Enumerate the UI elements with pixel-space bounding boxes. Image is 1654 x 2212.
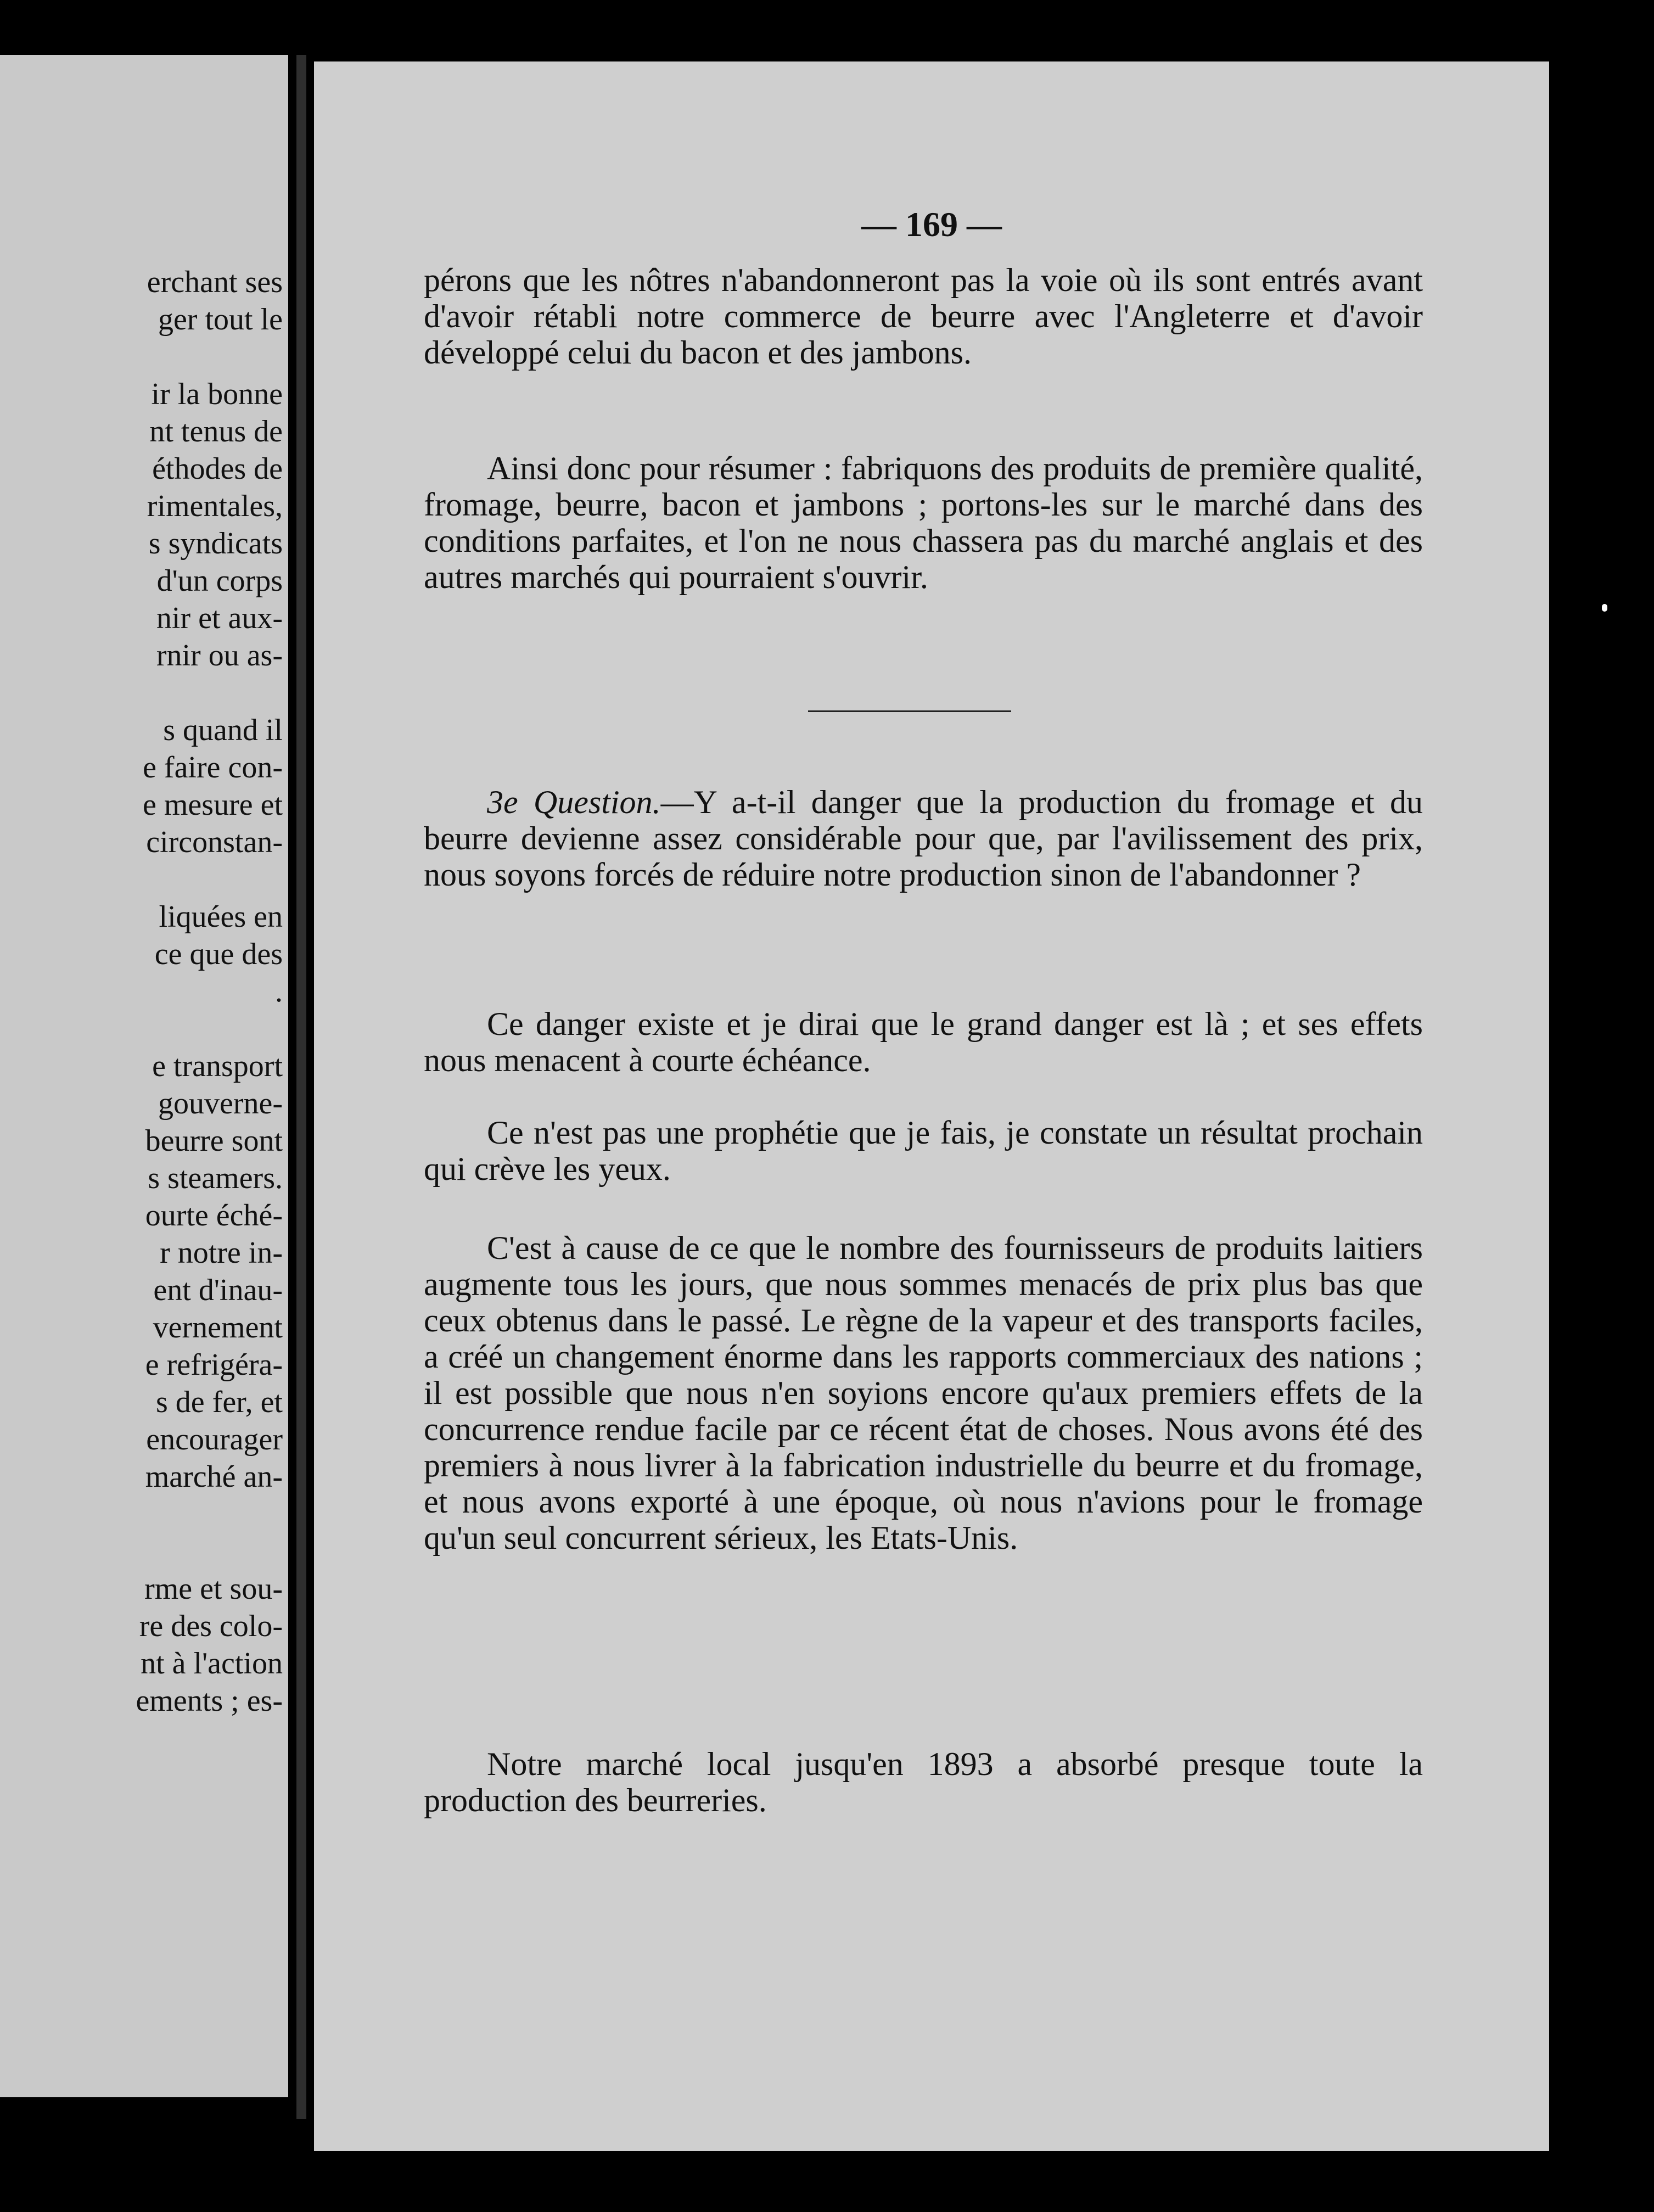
left-page-line [0, 338, 283, 376]
page-number: — 169 — [861, 205, 1002, 244]
left-page-line: ourte éché- [145, 1199, 283, 1233]
left-page-line: rnir ou as- [156, 639, 283, 673]
left-page-line: s de fer, et [156, 1385, 283, 1419]
left-page-line: rimentales, [147, 489, 283, 523]
left-page-text [0, 264, 288, 1720]
left-page [0, 55, 288, 2097]
left-page-line: ger tout le [158, 303, 283, 337]
paragraph-continuation [424, 262, 1423, 371]
left-page-line: r notre in- [160, 1236, 283, 1270]
scan-speck [1602, 604, 1607, 612]
left-page-line [0, 1010, 283, 1048]
left-page-line: s syndicats [148, 527, 283, 561]
left-page-line: beurre sont [145, 1124, 283, 1158]
paragraph-danger [424, 1006, 1423, 1078]
left-page-line: e faire con- [143, 751, 283, 785]
left-page-line: . [275, 975, 283, 1009]
left-page-line: nt à l'action [141, 1647, 283, 1681]
paragraph-local-market [424, 1746, 1423, 1818]
left-page-line: e transport [152, 1049, 283, 1083]
left-page-line: encourager [146, 1423, 283, 1457]
left-page-line: s quand il [163, 713, 283, 747]
left-page-line: e refrigéra- [145, 1348, 283, 1382]
paragraph-prophecy [424, 1115, 1423, 1187]
left-page-line: d'un corps [156, 564, 283, 598]
left-page-line: nt tenus de [149, 415, 283, 449]
left-page-line: rme et sou- [144, 1572, 283, 1606]
left-page-line: re des colo- [139, 1609, 283, 1643]
paragraph-summary [424, 450, 1423, 595]
paragraph-2: Ainsi donc pour résumer : fabriquons des produits de première qualité, fromage, beurre, bacon et jambons ; portons-les sur le marché dans des conditions parfaites, et l'on ne nous chassera pas du marché anglais et des autres marchés qui pourraient s'ouvrir. [424, 450, 1423, 595]
left-page-line: ements ; es- [136, 1684, 283, 1718]
left-page-line: e mesure et [143, 788, 283, 822]
left-page-line: nir et aux- [156, 601, 283, 635]
left-page-line: ce que des [154, 937, 283, 971]
left-page-line [0, 674, 283, 712]
right-page [314, 61, 1549, 2151]
paragraph-5: Ce n'est pas une prophétie que je fais, je constate un résultat prochain qui crève les yeux. [424, 1115, 1423, 1187]
paragraph-4: Ce danger existe et je dirai que le grand danger est là ; et ses effets nous menacent à courte échéance. [424, 1006, 1423, 1078]
paragraph-6: C'est à cause de ce que le nombre des fournisseurs de produits laitiers augmente tous les jours, que nous sommes menacés de prix plus bas que ceux obtenus dans le passé. Le règne de la vapeur et des transports faciles, a créé un changement énorme dans les rapports commerciaux des nations ; il est possible que nous n'en soyions encore qu'aux premiers effets de la concurrence rendue facile par ce récent état de choses. Nous avons été des premiers à nous livrer à la fabrication industrielle du beurre et du fromage, et nous avons exporté à une époque, où nous n'avions pour le fromage qu'un seul concurrent sérieux, les Etats-Unis. [424, 1230, 1423, 1556]
paragraph-7: Notre marché local jusqu'en 1893 a absorbé presque toute la production des beurreries. [424, 1746, 1423, 1818]
left-page-line: marché an- [145, 1460, 283, 1494]
spine-shadow [296, 55, 306, 2119]
left-page-line [0, 1533, 283, 1570]
paragraph-1: pérons que les nôtres n'abandonneront pas la voie où ils sont entrés avant d'avoir rétabli notre commerce de beurre avec l'Angleterre et d'avoir développé celui du bacon et des jambons. [424, 262, 1423, 371]
left-page-line: ent d'inau- [153, 1273, 283, 1307]
paragraph-competition [424, 1230, 1423, 1556]
left-page-line: liquées en [159, 900, 283, 934]
left-page-line [0, 861, 283, 898]
left-page-line: erchant ses [147, 265, 283, 299]
question-3-block [424, 784, 1423, 893]
left-page-line: gouverne- [158, 1087, 283, 1121]
question-3-text: —Y a-t-il danger que la production du fromage et du beurre devienne assez considérable pour que, par l'avilissement des prix, nous soyons forcés de réduire notre production sinon de l'abandonner ? [424, 784, 1423, 893]
left-page-line: éthodes de [152, 452, 283, 486]
left-page-line [0, 1496, 283, 1533]
left-page-line: s steamers. [148, 1161, 283, 1195]
left-page-line: ir la bonne [151, 377, 283, 411]
section-divider [808, 710, 1011, 712]
left-page-line: vernement [153, 1311, 283, 1345]
left-page-line: circonstan- [146, 825, 283, 859]
question-3-label: 3e Question. [487, 784, 661, 820]
question-3 [424, 784, 1423, 893]
